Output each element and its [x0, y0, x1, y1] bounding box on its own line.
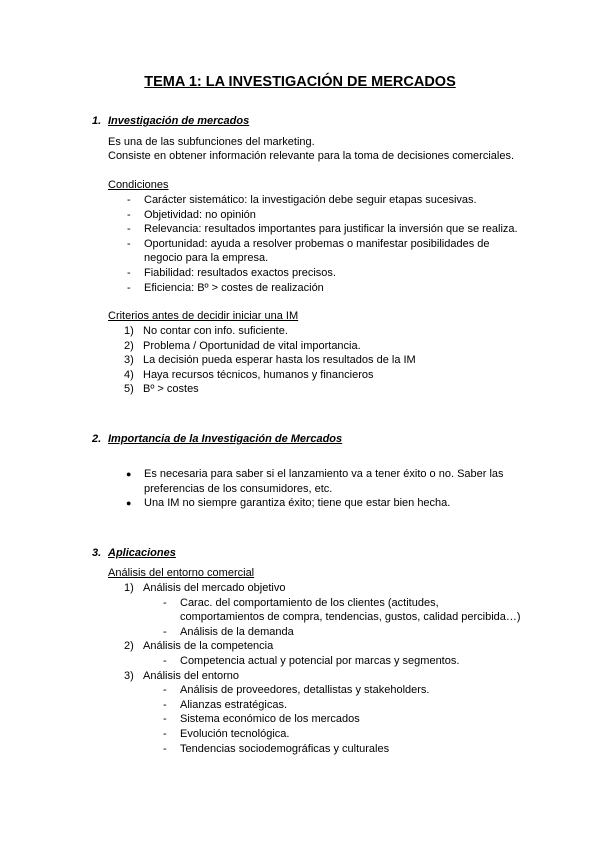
list-item-continuation: preferencias de los consumidores, etc. — [144, 482, 333, 495]
number-marker: 4) — [124, 368, 134, 381]
bullet-marker: ● — [126, 469, 132, 479]
criteria-list — [108, 324, 416, 397]
list-item: 3) La decisión pueda esperar hasta los resultados de la IM — [124, 354, 416, 367]
section-3-title: Aplicaciones — [108, 547, 176, 559]
list-item: - Carácter sistemático: la investigación debe seguir etapas sucesivas. — [127, 194, 477, 206]
list-item: 2) Análisis de la competencia — [124, 640, 274, 653]
dash-marker: - — [127, 266, 131, 279]
dash-marker: - — [163, 654, 167, 667]
dash-marker: - — [127, 223, 131, 236]
section-3-number: 3. — [92, 547, 102, 559]
dash-marker: - — [127, 281, 131, 294]
dash-marker: - — [163, 684, 167, 697]
sublist — [163, 683, 568, 756]
list-item: - Carac. del comportamiento de los clientes (actitudes, — [163, 596, 439, 609]
dash-marker: - — [163, 596, 167, 609]
conditions-title: Condiciones — [108, 179, 169, 191]
dash-marker: - — [127, 194, 131, 206]
list-item: 5) Bº > costes — [124, 383, 199, 396]
list-item: - Eficiencia: Bº > costes de realización — [127, 281, 324, 294]
list-item: - Relevancia: resultados importantes para justificar la inversión que se realiza. — [127, 223, 518, 236]
list-item: - Tendencias sociodemográficas y culturales — [163, 742, 390, 755]
number-marker: 3) — [124, 669, 134, 682]
list-item: - Análisis de la demanda — [163, 625, 294, 638]
section-2-title: Importancia de la Investigación de Mercados — [108, 433, 343, 445]
section-2-number: 2. — [92, 433, 102, 445]
list-item: - Evolución tecnológica. — [163, 727, 290, 740]
applications-list — [108, 581, 568, 756]
list-item-continuation: negocio para la empresa. — [144, 252, 269, 265]
dash-marker: - — [127, 237, 131, 250]
applications-items — [108, 669, 568, 684]
importance-list — [126, 467, 504, 511]
section-1-heading — [92, 114, 249, 129]
section-1-intro-line-2: Consiste en obtener información relevante para la toma de decisiones comerciales. — [108, 150, 514, 162]
number-marker: 2) — [124, 339, 134, 352]
sublist — [163, 654, 568, 669]
number-marker: 5) — [124, 383, 134, 396]
list-item-continuation: comportamientos de compra, tendencias, gustos, calidad percibida…) — [180, 611, 521, 624]
section-1-title: Investigación de mercados — [108, 115, 250, 127]
list-item: 4) Haya recursos técnicos, humanos y financieros — [124, 368, 374, 381]
section-2-heading — [92, 432, 342, 447]
section-3-heading — [92, 546, 176, 561]
bullet-marker: ● — [126, 498, 132, 509]
list-item: - Objetividad: no opinión — [127, 208, 256, 221]
list-item: ● Una IM no siempre garantiza éxito; tiene que estar bien hecha. — [126, 497, 451, 510]
list-item: 3) Análisis del entorno — [124, 669, 240, 682]
section-1-intro-line-1: Es una de las subfunciones del marketing. — [108, 136, 315, 148]
dash-marker: - — [127, 208, 131, 221]
dash-marker: - — [163, 698, 167, 711]
conditions-list — [127, 193, 518, 295]
criteria-title: Criterios antes de decidir iniciar una IM — [108, 310, 299, 322]
list-item: ● Es necesaria para saber si el lanzamiento va a tener éxito o no. Saber las — [126, 468, 504, 480]
number-marker: 3) — [124, 354, 134, 367]
applications-items — [108, 581, 568, 596]
dash-marker: - — [163, 713, 167, 726]
dash-marker: - — [163, 625, 167, 638]
list-item: 1) No contar con info. suficiente. — [124, 325, 288, 337]
list-item: 1) Análisis del mercado objetivo — [124, 582, 286, 594]
list-item: - Oportunidad: ayuda a resolver probemas o manifestar posibilidades de — [127, 237, 490, 250]
list-item: - Sistema económico de los mercados — [163, 713, 360, 726]
applications-subtitle: Análisis del entorno comercial — [108, 567, 255, 579]
number-marker: 1) — [124, 325, 134, 337]
number-marker: 2) — [124, 640, 134, 653]
sublist — [163, 596, 568, 640]
dash-marker: - — [163, 742, 167, 755]
dash-marker: - — [163, 727, 167, 740]
list-item: - Alianzas estratégicas. — [163, 698, 287, 711]
list-item: - Análisis de proveedores, detallistas y stakeholders. — [163, 684, 430, 697]
list-item: - Fiabilidad: resultados exactos precisos. — [127, 266, 336, 279]
page-title: TEMA 1: LA INVESTIGACIÓN DE MERCADOS — [144, 74, 456, 90]
section-1-number: 1. — [92, 115, 102, 127]
list-item: 2) Problema / Oportunidad de vital importancia. — [124, 339, 361, 352]
list-item: - Competencia actual y potencial por marcas y segmentos. — [163, 654, 460, 667]
applications-items — [108, 639, 568, 654]
number-marker: 1) — [124, 582, 134, 594]
